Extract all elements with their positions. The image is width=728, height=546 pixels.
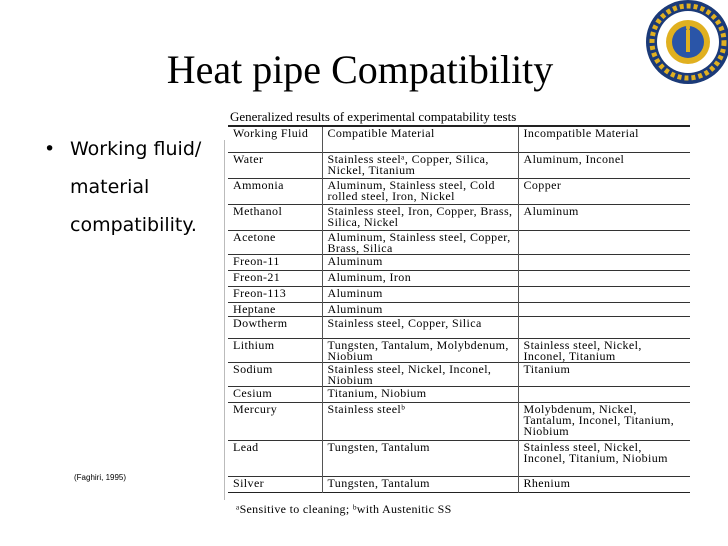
citation: (Faghiri, 1995) [74,473,127,482]
cell-incompatible: Molybdenum, Nickel, Tantalum, Inconel, Titanium, Niobium [518,402,690,440]
cell-compatible: Tungsten, Tantalum, Molybdenum, Niobium [322,338,518,362]
table-caption: Generalized results of experimental compatability tests [230,109,517,124]
cell-working-fluid: Lead [228,440,322,476]
header-compatible-material: Compatible Material [322,126,518,152]
table-row [228,230,690,254]
cell-incompatible: Stainless steel, Nickel, Inconel, Titanium [518,338,690,362]
seal-torch-icon [686,30,690,52]
cell-compatible: Stainless steelᵃ, Copper, Silica, Nickel, Titanium [322,152,518,178]
cell-working-fluid: Freon-21 [228,270,322,286]
cell-incompatible: Aluminum, Inconel [518,152,690,178]
table-row [228,402,690,440]
bullet-dot: • [44,138,56,160]
cell-working-fluid: Silver [228,476,322,492]
table-row [228,204,690,230]
cell-compatible: Aluminum, Iron [322,270,518,286]
table-row [228,254,690,270]
cell-compatible: Titanium, Niobium [322,386,518,402]
cell-compatible: Aluminum, Stainless steel, Cold rolled steel, Iron, Nickel [322,178,518,204]
compatibility-table [228,125,690,493]
table-row [228,316,690,338]
cell-incompatible [518,270,690,286]
table-row [228,286,690,302]
table-row [228,476,690,492]
table-footnote: ᵃSensitive to cleaning; ᵇwith Austenitic SS [236,502,452,516]
cell-working-fluid: Ammonia [228,178,322,204]
header-working-fluid: Working Fluid [228,126,322,152]
slide-title: Heat pipe Compatibility [166,47,554,92]
table-row [228,178,690,204]
cell-working-fluid: Sodium [228,362,322,386]
table-row [228,270,690,286]
cell-compatible: Aluminum [322,302,518,316]
cell-compatible: Aluminum, Stainless steel, Copper, Brass, Silica [322,230,518,254]
cell-incompatible [518,386,690,402]
cell-incompatible: Rhenium [518,476,690,492]
cell-working-fluid: Cesium [228,386,322,402]
university-seal-logo [638,0,728,90]
header-incompatible-material: Incompatible Material [518,126,690,152]
cell-compatible: Aluminum [322,254,518,270]
cell-working-fluid: Freon-11 [228,254,322,270]
cell-incompatible [518,286,690,302]
cell-incompatible [518,316,690,338]
table-row [228,362,690,386]
cell-incompatible: Stainless steel, Nickel, Inconel, Titanium, Niobium [518,440,690,476]
cell-compatible: Tungsten, Tantalum [322,440,518,476]
table-header-row [228,126,690,152]
table-row [228,440,690,476]
bullet-point [44,130,224,244]
table-row [228,338,690,362]
cell-compatible: Stainless steel, Copper, Silica [322,316,518,338]
cell-compatible: Tungsten, Tantalum [322,476,518,492]
bullet-line-1: Working fluid/ [70,138,202,160]
cell-working-fluid: Mercury [228,402,322,440]
cell-working-fluid: Methanol [228,204,322,230]
cell-working-fluid: Freon-113 [228,286,322,302]
cell-incompatible: Aluminum [518,204,690,230]
cell-working-fluid: Dowtherm [228,316,322,338]
cell-working-fluid: Lithium [228,338,322,362]
table-row [228,302,690,316]
table-row [228,386,690,402]
cell-working-fluid: Water [228,152,322,178]
cell-working-fluid: Acetone [228,230,322,254]
cell-compatible: Stainless steel, Nickel, Inconel, Niobium [322,362,518,386]
cell-incompatible [518,302,690,316]
cell-incompatible [518,230,690,254]
cell-incompatible [518,254,690,270]
bullet-line-2: material [70,176,150,198]
cell-working-fluid: Heptane [228,302,322,316]
cell-compatible: Aluminum [322,286,518,302]
cell-incompatible: Titanium [518,362,690,386]
cell-compatible: Stainless steelᵇ [322,402,518,440]
bullet-line-3: compatibility. [70,214,197,236]
cell-incompatible: Copper [518,178,690,204]
cell-compatible: Stainless steel, Iron, Copper, Brass, Silica, Nickel [322,204,518,230]
table-row [228,152,690,178]
